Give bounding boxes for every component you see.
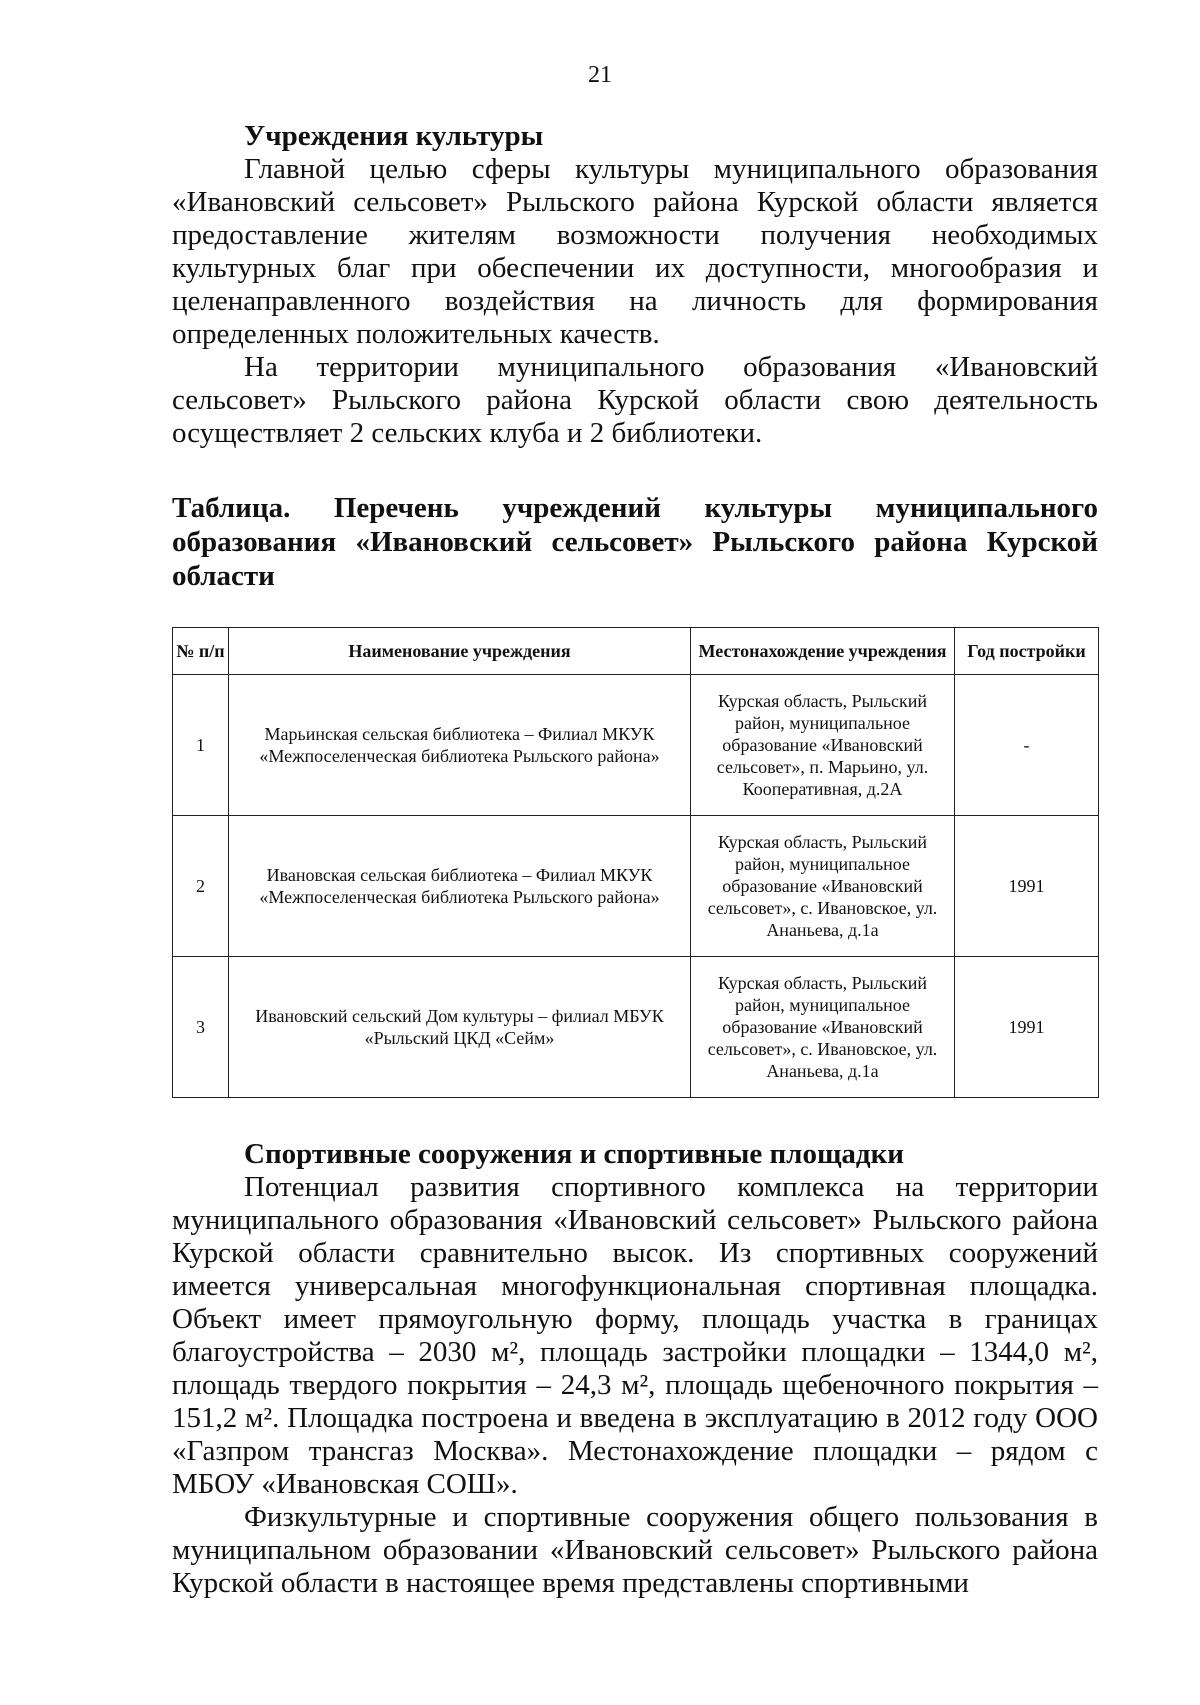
- table-caption: Таблица. Перечень учреждений культуры муниципального образования «Ивановский сельсовет» Рыльского района Курской области: [172, 492, 1098, 592]
- sport-paragraph-2: Физкультурные и спортивные сооружения общего пользования в муниципальном образовании «Ивановский сельсовет» Рыльского района Курской области в настоящее время представлены спортивными: [172, 1501, 1098, 1599]
- row-year: 1991: [955, 816, 1099, 957]
- row-number: 1: [173, 675, 229, 816]
- table-row: [173, 816, 1099, 957]
- header-year: Год постройки: [955, 628, 1099, 675]
- row-name: Ивановский сельский Дом культуры – филиал МБУК «Рыльский ЦКД «Сейм»: [229, 957, 691, 1098]
- culture-heading: Учреждения культуры: [244, 120, 544, 152]
- document-body: [172, 120, 1098, 1600]
- page-number: 21: [588, 62, 612, 88]
- row-year: 1991: [955, 957, 1099, 1098]
- row-name: Марьинская сельская библиотека – Филиал МКУК «Межпоселенческая библиотека Рыльского района»: [229, 675, 691, 816]
- header-number: № п/п: [173, 628, 229, 675]
- table-header-row: [173, 628, 1099, 675]
- row-location: Курская область, Рыльский район, муниципальное образование «Ивановский сельсовет», п. Марьино, ул. Кооперативная, д.2А: [691, 675, 955, 816]
- table-row: [173, 957, 1099, 1098]
- culture-institutions-table: [172, 627, 1099, 1098]
- culture-paragraph-1: Главной целью сферы культуры муниципального образования «Ивановский сельсовет» Рыльского района Курской области является предоставление жителям возможности получения необходимых культурных благ при обеспечении их доступности, многообразия и целенаправленного воздействия на личность для формирования определенных положительных качеств.: [172, 153, 1098, 350]
- row-year: -: [955, 675, 1099, 816]
- row-location: Курская область, Рыльский район, муниципальное образование «Ивановский сельсовет», с. Ивановское, ул. Ананьева, д.1а: [691, 816, 955, 957]
- culture-paragraph-2: На территории муниципального образования «Ивановский сельсовет» Рыльского района Курской области свою деятельность осуществляет 2 сельских клуба и 2 библиотеки.: [172, 351, 1098, 449]
- row-name: Ивановская сельская библиотека – Филиал МКУК «Межпоселенческая библиотека Рыльского района»: [229, 816, 691, 957]
- sport-heading: Спортивные сооружения и спортивные площадки: [244, 1138, 905, 1170]
- sport-paragraph-1: Потенциал развития спортивного комплекса на территории муниципального образования «Ивановский сельсовет» Рыльского района Курской области сравнительно высок. Из спортивных сооружений имеется универсальная многофункциональная спортивная площадка. Объект имеет прямоугольную форму, площадь участка в границах благоустройства – 2030 м², площадь застройки площадки – 1344,0 м², площадь твердого покрытия – 24,3 м², площадь щебеночного покрытия – 151,2 м². Площадка построена и введена в эксплуатацию в 2012 году ООО «Газпром трансгаз Москва». Местонахождение площадки – рядом с МБОУ «Ивановская СОШ».: [172, 1171, 1098, 1500]
- table-row: [173, 675, 1099, 816]
- header-location: Местонахождение учреждения: [691, 628, 955, 675]
- row-number: 2: [173, 816, 229, 957]
- row-number: 3: [173, 957, 229, 1098]
- header-name: Наименование учреждения: [229, 628, 691, 675]
- row-location: Курская область, Рыльский район, муниципальное образование «Ивановский сельсовет», с. Ивановское, ул. Ананьева, д.1а: [691, 957, 955, 1098]
